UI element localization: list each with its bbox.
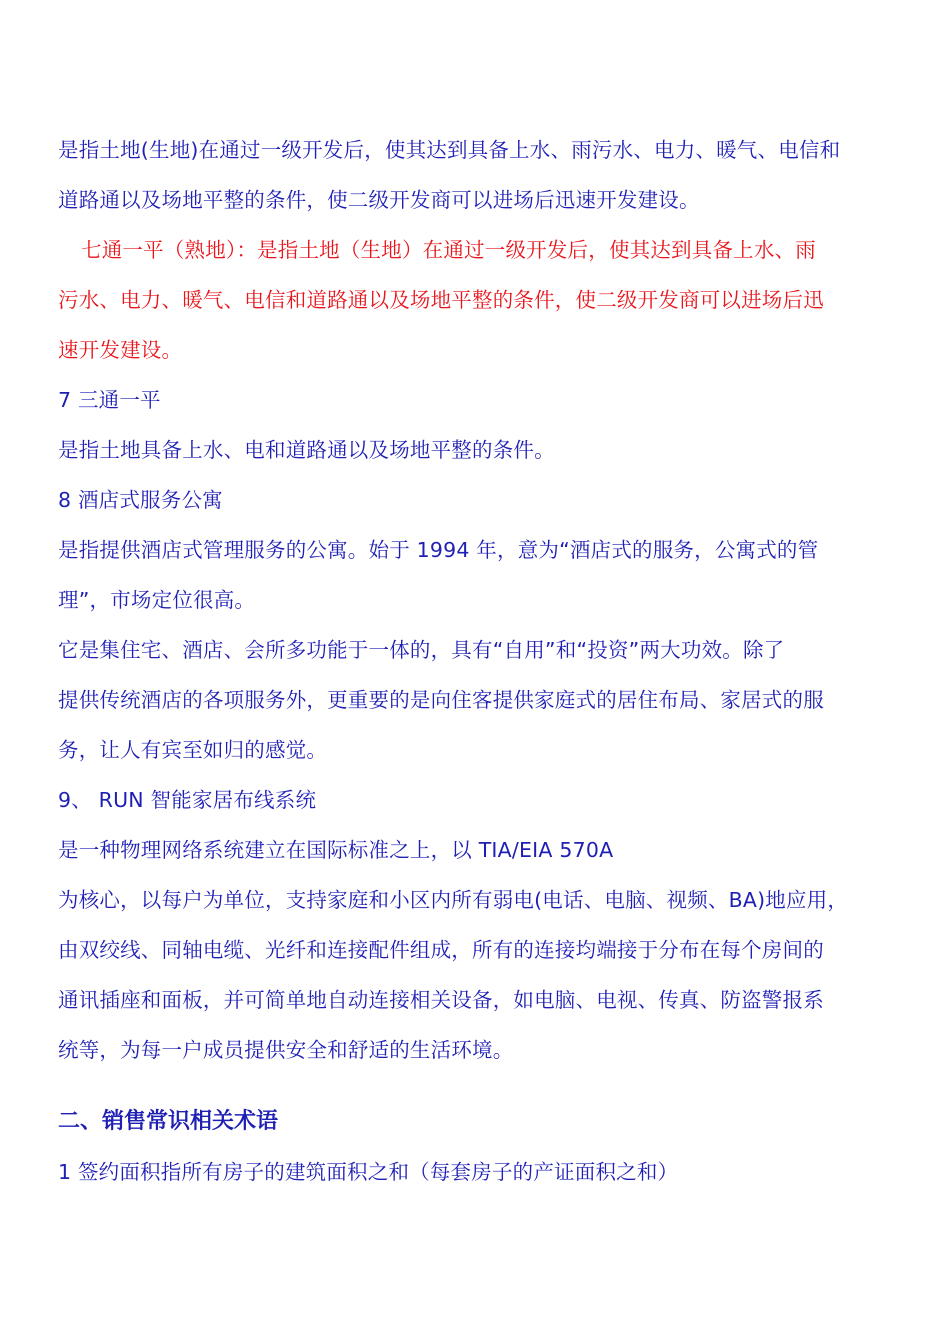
item-8-line: 理”，市场定位很高。 (58, 588, 256, 612)
item-7-description: 是指土地具备上水、电和道路通以及场地平整的条件。 (58, 438, 555, 462)
item-9-line: 统等，为每一户成员提供安全和舒适的生活环境。 (58, 1038, 514, 1062)
item-9-line: 由双绞线、同轴电缆、光纤和连接配件组成，所有的连接均端接于分布在每个房间的 (58, 938, 824, 962)
item-8-line: 它是集住宅、酒店、会所多功能于一体的，具有“自用”和“投资”两大功效。除了 (58, 638, 785, 662)
highlight-paragraph-line: 污水、电力、暖气、电信和道路通以及场地平整的条件，使二级开发商可以进场后迅 (58, 288, 824, 312)
section-heading: 二、销售常识相关术语 (58, 1109, 279, 1134)
item-9-title: 9、 RUN 智能家居布线系统 (58, 788, 317, 812)
document-body (58, 125, 908, 1197)
item-9-line: 通讯插座和面板，并可简单地自动连接相关设备，如电脑、电视、传真、防盗警报系 (58, 988, 824, 1012)
highlight-paragraph-line: 速开发建设。 (58, 338, 183, 362)
item-8-line: 务，让人有宾至如归的感觉。 (58, 738, 328, 762)
section-item-1: 1 签约面积指所有房子的建筑面积之和（每套房子的产证面积之和） (58, 1160, 679, 1184)
paragraph-line: 是指土地(生地)在通过一级开发后，使其达到具备上水、雨污水、电力、暖气、电信和 (58, 138, 841, 162)
item-8-title: 8 酒店式服务公寓 (58, 488, 223, 512)
highlight-paragraph-line: 七通一平（熟地）：是指土地（生地）在通过一级开发后，使其达到具备上水、雨 (81, 238, 816, 262)
item-9-line: 是一种物理网络系统建立在国际标准之上，以 TIA/EIA 570A (58, 838, 614, 862)
item-8-line: 提供传统酒店的各项服务外，更重要的是向住客提供家庭式的居住布局、家居式的服 (58, 688, 824, 712)
item-7-title: 7 三通一平 (58, 388, 161, 412)
item-9-line: 为核心，以每户为单位，支持家庭和小区内所有弱电(电话、电脑、视频、BA)地应用， (58, 888, 849, 912)
item-8-line: 是指提供酒店式管理服务的公寓。始于 1994 年，意为“酒店式的服务，公寓式的管 (58, 538, 819, 562)
paragraph-line: 道路通以及场地平整的条件，使二级开发商可以进场后迅速开发建设。 (58, 188, 700, 212)
